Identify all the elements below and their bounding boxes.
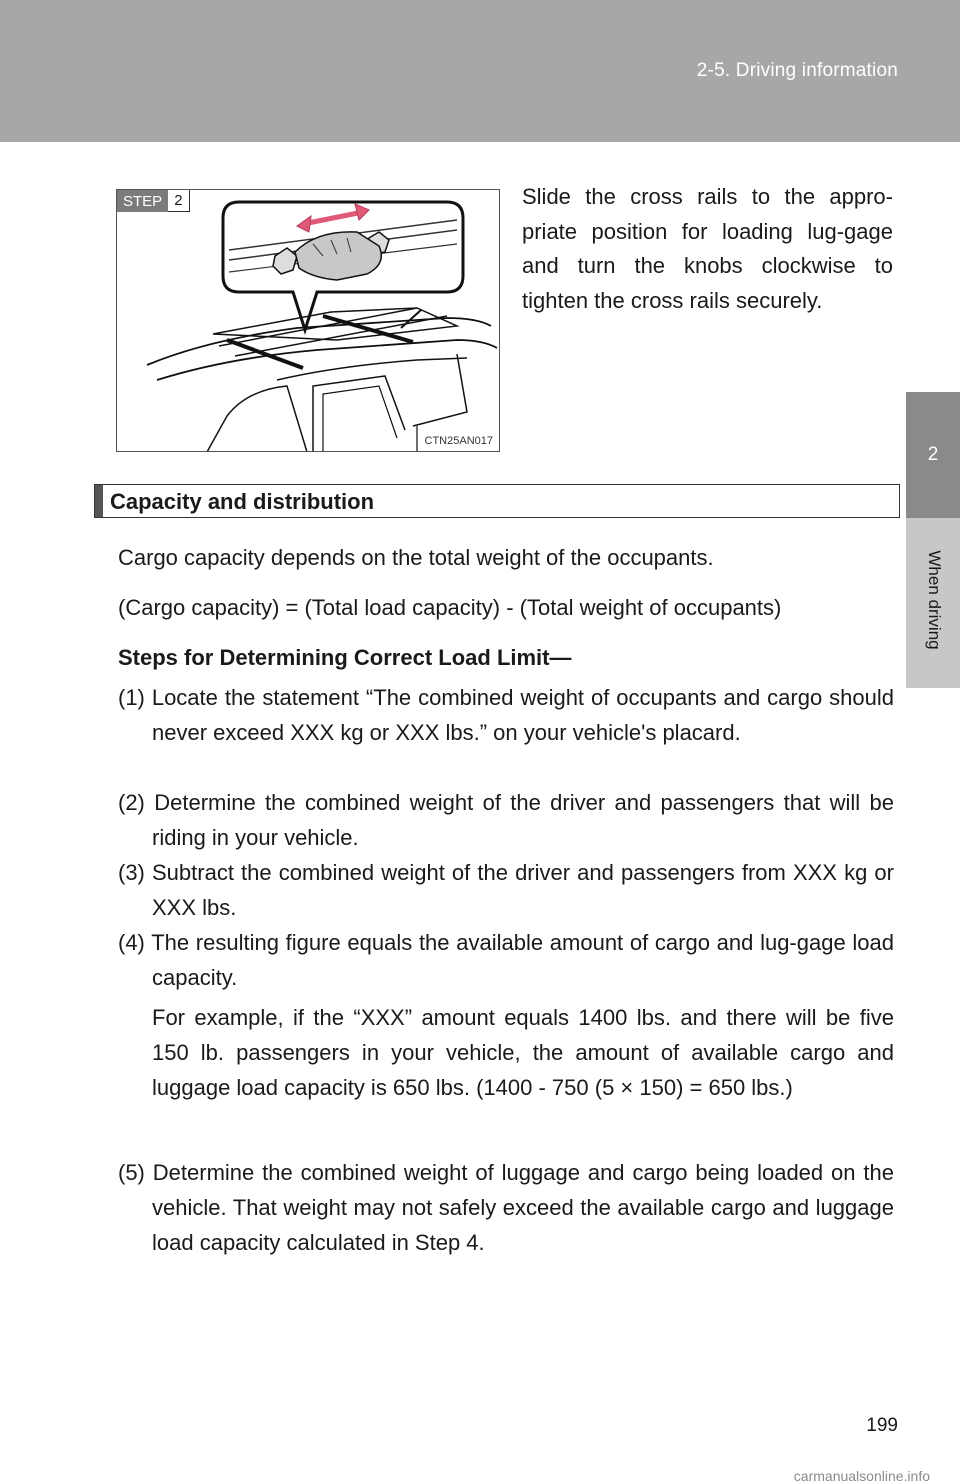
step-number: 2 bbox=[168, 190, 189, 212]
roof-rail-illustration bbox=[116, 189, 500, 452]
steps-heading: Steps for Determining Correct Load Limit— bbox=[118, 645, 572, 670]
step-item-5: (5) Determine the combined weight of luggage and cargo being loaded on the vehicle. That weight may not safely exceed the available cargo and luggage load capacity calculated in Step 4. bbox=[118, 1160, 894, 1255]
step-item-3: (3) Subtract the combined weight of the driver and passengers from XXX kg or XXX lbs. bbox=[118, 860, 894, 920]
step-word: STEP bbox=[117, 190, 168, 212]
chapter-number: 2 bbox=[927, 444, 939, 465]
example-note: For example, if the “XXX” amount equals 1400 lbs. and there will be five 150 lb. passengers in your vehicle, the amount of available cargo and luggage load capacity is 650 lbs. (1400 - 750 (5 × 150) = 650 lbs.) bbox=[152, 1005, 894, 1100]
car-roof-rack-drawing bbox=[117, 190, 500, 452]
header-band bbox=[0, 0, 960, 142]
watermark: carmanualsonline.info bbox=[793, 1468, 930, 1484]
chapter-tab bbox=[906, 392, 960, 518]
step-item-4: (4) The resulting figure equals the available amount of cargo and lug-gage load capacity. bbox=[118, 930, 894, 990]
header-section-title: 2-5. Driving information bbox=[696, 60, 898, 81]
step-item-2: (2) Determine the combined weight of the driver and passengers that will be riding in your vehicle. bbox=[118, 790, 894, 850]
step-item-1: (1) Locate the statement “The combined weight of occupants and cargo should never exceed XXX kg or XXX lbs.” on your vehicle's placard. bbox=[118, 685, 894, 745]
figure-code: CTN25AN017 bbox=[424, 435, 493, 447]
formula-paragraph: (Cargo capacity) = (Total load capacity) - (Total weight of occupants) bbox=[118, 595, 782, 620]
step-instruction: Slide the cross rails to the appro-priate position for loading lug-gage and turn the knobs clockwise to tighten the cross rails securely. bbox=[522, 184, 893, 313]
page-number: 199 bbox=[866, 1415, 898, 1436]
section-heading-accent bbox=[95, 485, 103, 517]
section-title: Capacity and distribution bbox=[110, 489, 375, 514]
intro-paragraph: Cargo capacity depends on the total weight of the occupants. bbox=[118, 545, 714, 570]
section-heading-bar bbox=[94, 484, 900, 518]
chapter-label: When driving bbox=[925, 550, 944, 650]
